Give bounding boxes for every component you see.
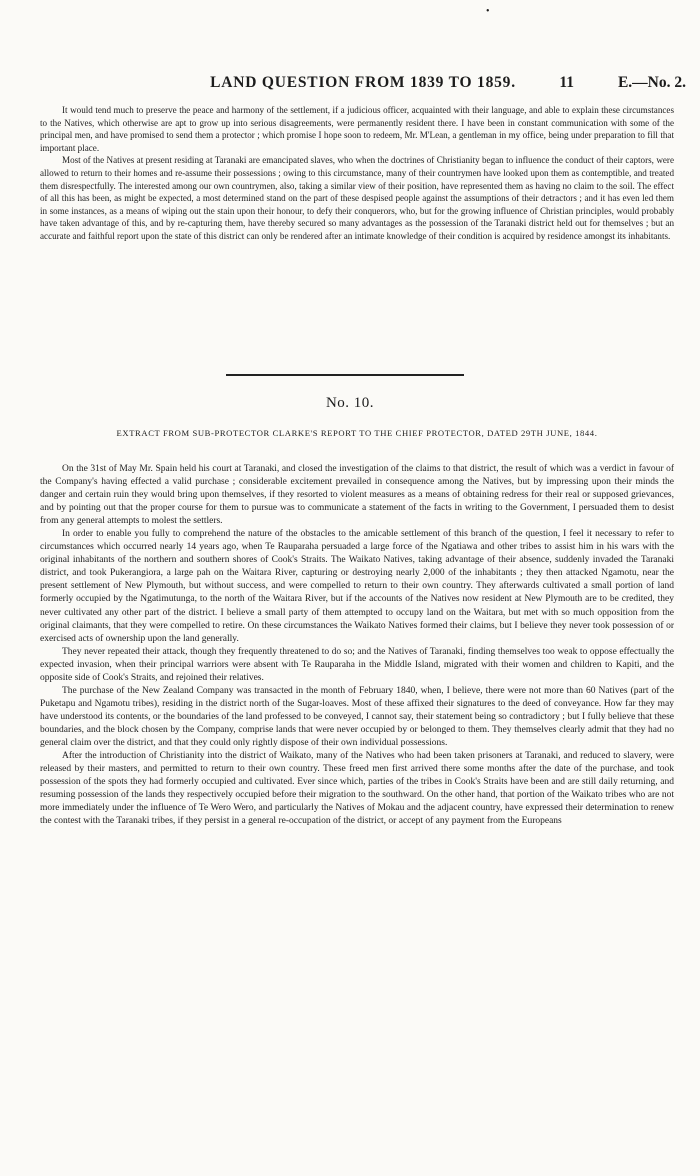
paragraph: Most of the Natives at present residing at Taranaki are emancipated slaves, who when the doctrines of Christianity began to influence the conduct of their captors, were allowed to return to their homes and re-assume their possessions ; owing to this circumstance, many of their countrymen have looked upon them as contemptible, and treated them disrespectfully. The interested among our own countrymen, also, taking a similar view of their position, have represented them as having no claim to the soil. The effect of all this has been, as might be expected, a most determined stand on the part of these despised people against the assumptions of their detractors ; and it has even led them in some instances, as a means of wiping out the stain upon their honour, to defy their conquerors, who, but for the growing influence of Christian principles, would probably have taken advantage of this, and by re-capturing them, have thereby secured so many advantages as the possession of the Taranaki district held out for themselves ; but an accurate and faithful report upon the state of this district can only be rendered after an intimate knowledge of their condition is acquired by residence amongst its inhabitants. [40, 155, 674, 241]
paragraph: On the 31st of May Mr. Spain held his court at Taranaki, and closed the investigation of the claims to that district, the result of which was a verdict in favour of the Company's having effected a valid purchase ; considerable excitement prevailed in consequence among the Natives, but by impressing upon their minds the danger and certain ruin they would bring upon themselves, if they resorted to violent measures as a means of obtaining redress for their real or supposed grievances, and by pointing out that the proper course for them to pursue was to communicate a statement of the facts in writing to the Government, I persuaded them to desist from any general attempts to molest the settlers. [40, 464, 674, 527]
paragraph: After the introduction of Christianity into the district of Waikato, many of the Natives who had been taken prisoners at Taranaki, and reduced to slavery, were released by their masters, and permitted to return to their own country. These freed men first arrived there some months after the date of the purchase, and took possession of the spots they had formerly occupied and cultivated. Ever since which, parties of the tribes in Cook's Straits have been and are still daily returning, and resuming possession of the lands they respectively occupied before their migration to the southward. On the other hand, that portion of the Waikato tribes who are not more immediately under the influence of Te Wero Wero, and particularly the Natives of Mokau and the adjacent country, have expressed their determination to renew the contest with the Taranaki tribes, if they persist in a general re-occupation of the district, or accept of any payment from the Europeans [40, 751, 674, 827]
paragraph: The purchase of the New Zealand Company was transacted in the month of February 1840, when, I believe, there were not more than 60 Natives (part of the Puketapu and Ngamotu tribes), residing in the district north of the Sugar-loaves. Most of these affixed their signatures to the deed of conveyance. How far they may have understood its contents, or the boundaries of the land professed to be conveyed, I cannot say, their statement being so contradictory ; but I fully believe that these boundaries, and the block chosen by the Company, comprise lands that were never occupied by or belonged to them. They themselves clearly admit that they had no general claim over the district, and that they could only rightly dispose of their own individual possessions. [40, 685, 674, 748]
paragraph: In order to enable you fully to comprehend the nature of the obstacles to the amicable settlement of this branch of the question, I feel it necessary to refer to circumstances which occurred nearly 14 years ago, when Te Rauparaha persuaded a large force of the Ngatiawa and other tribes to assist him in his wars with the original inhabitants of the northern and southern shores of Cook's Straits. The Waikato Natives, taking advantage of their absence, suddenly invaded the Taranaki district, and took Pukerangiora, a large pah on the Waitara River, capturing or destroying nearly 2,000 of the inhabitants ; they then attacked Ngamotu, near the present settlement of New Plymouth, but without success, and were compelled to return to their own country. They afterwards cultivated a small portion of land formerly occupied by the Ngatimutunga, to the north of the Waitara River, but if the accounts of the Natives now resident at New Plymouth are to be credited, they never cultivated any other part of the district. I believe a small party of them attempted to occupy land on the Waitara, but met with so much opposition from the original claimants, that they were compelled to retire. On these circumstances the Waikato Natives formed their claims, but I believe they never took possession of or exercised acts of ownership upon the land generally. [40, 529, 674, 644]
page-number: 11 [559, 74, 574, 91]
header-title: LAND QUESTION FROM 1839 TO 1859. [210, 74, 516, 91]
paragraph: They never repeated their attack, though they frequently threatened to do so; and the Natives of Taranaki, finding themselves too weak to oppose effectually the expected invasion, when their principal warriors were absent with Te Rauparaha in the Middle Island, migrated with their women and children to Kapiti, and the opposite side of Cook's Straits, and rejoined their relatives. [40, 646, 674, 683]
running-header [40, 74, 686, 94]
paragraph: It would tend much to preserve the peace and harmony of the settlement, if a judicious officer, acquainted with their language, and able to explain these circumstances to the Natives, which otherwise are apt to grow up into serious disagreements, were permanently resident there. I have been in constant communication with some of the principal men, and have promised to send them a protector ; which promise I hope soon to redeem, Mr. M'Lean, a gentleman in my office, being under preparation to fill that important place. [40, 105, 674, 153]
ink-speck: • [486, 6, 490, 17]
section-number: No. 10. [325, 395, 375, 411]
extract-title: EXTRACT FROM SUB-PROTECTOR CLARKE'S REPORT TO THE CHIEF PROTECTOR, DATED 29TH JUNE, 1844. [116, 428, 598, 438]
opening-text [40, 104, 674, 243]
section-divider [226, 374, 464, 376]
extract-text [40, 463, 674, 828]
series-number: E.—No. 2. [617, 74, 686, 91]
